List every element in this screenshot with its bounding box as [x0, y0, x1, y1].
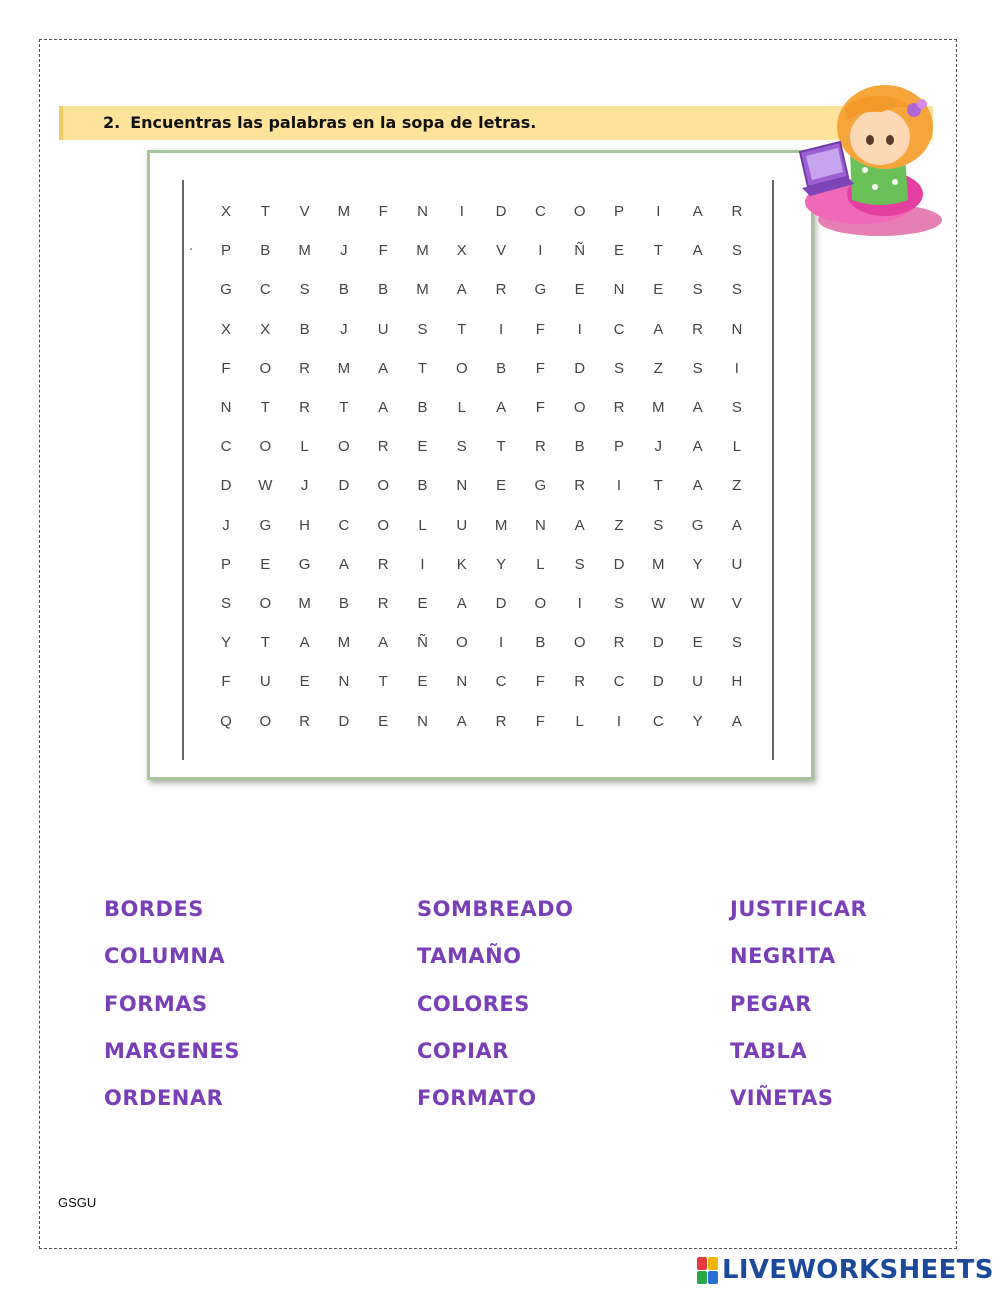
grid-letter[interactable]: A: [456, 281, 467, 299]
word-to-find: VIÑETAS: [730, 1086, 834, 1111]
grid-letter[interactable]: K: [456, 555, 467, 573]
grid-letter[interactable]: S: [456, 438, 467, 456]
grid-letter[interactable]: B: [496, 359, 507, 377]
grid-letter[interactable]: I: [577, 320, 582, 338]
grid-letter[interactable]: E: [299, 673, 310, 691]
grid-letter[interactable]: R: [613, 634, 625, 652]
grid-letter[interactable]: M: [652, 555, 665, 573]
grid-letter[interactable]: D: [574, 359, 586, 377]
grid-letter[interactable]: E: [574, 281, 585, 299]
grid-letter[interactable]: M: [416, 242, 429, 260]
grid-letter[interactable]: J: [654, 438, 663, 456]
grid-letter[interactable]: I: [499, 320, 504, 338]
grid-letter[interactable]: A: [299, 634, 310, 652]
grid-letter[interactable]: A: [692, 203, 703, 220]
liveworksheets-brand[interactable]: [697, 1255, 994, 1285]
grid-letter[interactable]: R: [574, 673, 586, 691]
grid-letter[interactable]: L: [536, 555, 545, 573]
grid-letter[interactable]: R: [495, 281, 507, 299]
stray-dot: [190, 248, 192, 250]
grid-letter[interactable]: G: [220, 281, 232, 299]
grid-letter[interactable]: E: [613, 242, 624, 260]
grid-letter[interactable]: S: [731, 242, 742, 260]
grid-letter[interactable]: S: [692, 281, 703, 299]
grid-letter[interactable]: T: [260, 634, 270, 652]
grid-letter[interactable]: R: [495, 712, 507, 730]
grid-letter[interactable]: N: [534, 516, 546, 534]
grid-letter[interactable]: C: [613, 320, 625, 338]
grid-letter[interactable]: Z: [732, 477, 742, 495]
word-to-find: JUSTIFICAR: [730, 897, 868, 921]
grid-letter[interactable]: V: [496, 242, 507, 260]
grid-letter[interactable]: A: [731, 712, 742, 730]
grid-letter[interactable]: T: [378, 673, 388, 691]
grid-letter[interactable]: F: [535, 399, 545, 416]
grid-letter[interactable]: A: [653, 320, 664, 338]
grid-letter[interactable]: I: [734, 359, 739, 377]
grid-letter[interactable]: T: [653, 477, 663, 495]
grid-letter[interactable]: L: [300, 438, 309, 456]
grid-letter[interactable]: U: [731, 555, 743, 573]
grid-letter[interactable]: O: [573, 203, 586, 220]
word-to-find: TAMAÑO: [417, 944, 522, 969]
grid-letter[interactable]: O: [573, 634, 586, 652]
grid-letter[interactable]: N: [456, 477, 468, 495]
grid-letter[interactable]: I: [499, 634, 504, 652]
grid-letter[interactable]: B: [417, 477, 428, 495]
grid-letter[interactable]: R: [731, 203, 743, 220]
grid-letter[interactable]: I: [538, 242, 543, 260]
grid-letter[interactable]: R: [692, 320, 704, 338]
grid-letter[interactable]: M: [298, 242, 311, 260]
grid-letter[interactable]: M: [337, 203, 351, 220]
grid-letter[interactable]: N: [338, 673, 350, 691]
grid-letter[interactable]: O: [338, 438, 350, 456]
grid-letter[interactable]: R: [574, 477, 586, 495]
grid-letter[interactable]: Y: [220, 634, 231, 652]
grid-letter[interactable]: S: [417, 320, 428, 338]
grid-letter[interactable]: L: [457, 399, 466, 416]
grid-letter[interactable]: N: [417, 203, 428, 220]
word-to-find: ORDENAR: [104, 1086, 224, 1111]
grid-letter[interactable]: Y: [496, 555, 507, 573]
grid-letter[interactable]: O: [377, 516, 390, 534]
grid-letter[interactable]: E: [417, 673, 428, 691]
grid-letter[interactable]: U: [259, 673, 271, 691]
grid-letter[interactable]: M: [652, 399, 665, 416]
grid-letter[interactable]: A: [338, 555, 349, 573]
grid-letter[interactable]: A: [456, 712, 467, 730]
grid-letter[interactable]: E: [260, 555, 271, 573]
grid-letter[interactable]: C: [495, 673, 507, 691]
grid-letter[interactable]: N: [417, 712, 428, 730]
grid-letter[interactable]: L: [732, 438, 742, 456]
grid-letter[interactable]: M: [416, 281, 429, 299]
grid-letter[interactable]: O: [259, 438, 272, 456]
grid-letter[interactable]: B: [338, 281, 349, 299]
word-to-find: NEGRITA: [730, 944, 836, 969]
grid-letter[interactable]: B: [338, 595, 349, 612]
instruction-label: Encuentras las palabras en la sopa de letras.: [130, 113, 537, 132]
grid-letter[interactable]: I: [616, 477, 622, 495]
grid-letter[interactable]: T: [260, 399, 270, 416]
grid-letter[interactable]: C: [652, 712, 664, 730]
grid-letter[interactable]: G: [259, 516, 272, 534]
grid-letter[interactable]: L: [575, 712, 584, 730]
grid-letter[interactable]: A: [456, 595, 467, 612]
word-to-find: TABLA: [730, 1038, 808, 1063]
grid-letter[interactable]: W: [690, 595, 705, 612]
grid-letter[interactable]: V: [299, 203, 310, 220]
grid-letter[interactable]: O: [259, 712, 272, 730]
grid-letter[interactable]: Z: [614, 516, 624, 534]
word-to-find: BORDES: [104, 897, 204, 921]
grid-letter[interactable]: A: [574, 516, 585, 534]
grid-letter[interactable]: T: [260, 203, 270, 220]
grid-letter[interactable]: E: [417, 438, 428, 456]
grid-letter[interactable]: X: [260, 320, 271, 338]
grid-letter[interactable]: F: [535, 712, 545, 730]
grid-letter[interactable]: I: [616, 712, 622, 730]
word-to-find: MARGENES: [104, 1038, 240, 1063]
grid-letter[interactable]: A: [378, 359, 389, 377]
grid-letter[interactable]: D: [338, 712, 350, 730]
grid-letter[interactable]: N: [613, 281, 625, 299]
grid-letter[interactable]: C: [259, 281, 271, 299]
grid-letter[interactable]: P: [220, 242, 231, 260]
grid-letter[interactable]: B: [299, 320, 310, 338]
grid-letter[interactable]: B: [260, 242, 271, 260]
grid-letter[interactable]: R: [377, 595, 389, 612]
word-to-find: COLUMNA: [104, 944, 226, 969]
grid-letter[interactable]: F: [378, 203, 388, 220]
grid-letter[interactable]: N: [220, 399, 232, 416]
grid-letter[interactable]: X: [220, 320, 231, 338]
word-to-find: FORMAS: [104, 991, 208, 1016]
grid-letter[interactable]: M: [494, 516, 508, 534]
grid-letter[interactable]: R: [299, 712, 311, 730]
grid-letter[interactable]: Ñ: [574, 242, 586, 260]
grid-letter[interactable]: F: [221, 673, 231, 691]
grid-letter[interactable]: A: [692, 438, 703, 456]
grid-letter[interactable]: S: [613, 595, 624, 612]
grid-letter[interactable]: Y: [692, 712, 703, 730]
grid-letter[interactable]: C: [220, 438, 232, 456]
grid-letter[interactable]: U: [456, 516, 468, 534]
grid-letter[interactable]: O: [455, 634, 468, 652]
grid-letter[interactable]: S: [692, 359, 703, 377]
grid-letter[interactable]: S: [731, 634, 742, 652]
grid-letter[interactable]: J: [222, 516, 230, 534]
grid-letter[interactable]: J: [340, 320, 348, 338]
grid-letter[interactable]: I: [656, 203, 661, 220]
grid-letter[interactable]: H: [731, 673, 743, 691]
grid-letter[interactable]: L: [418, 516, 427, 534]
grid-letter[interactable]: Y: [692, 555, 703, 573]
grid-letter[interactable]: R: [299, 359, 311, 377]
grid-letter[interactable]: S: [220, 595, 231, 612]
grid-letter[interactable]: O: [259, 595, 272, 612]
grid-letter[interactable]: W: [651, 595, 666, 612]
grid-letter[interactable]: F: [221, 359, 231, 377]
grid-letter[interactable]: O: [534, 595, 547, 612]
grid-letter[interactable]: T: [653, 242, 663, 260]
grid-letter[interactable]: A: [496, 399, 507, 416]
liveworksheets-logo-icon: [697, 1257, 718, 1284]
grid-letter[interactable]: A: [378, 634, 389, 652]
grid-letter[interactable]: M: [337, 634, 351, 652]
grid-letter[interactable]: N: [456, 673, 468, 691]
grid-letter[interactable]: O: [377, 477, 390, 495]
grid-letter[interactable]: B: [378, 281, 389, 299]
grid-letter[interactable]: E: [417, 595, 428, 612]
grid-letter[interactable]: N: [731, 320, 743, 338]
word-to-find: PEGAR: [730, 991, 812, 1016]
instruction-text: [103, 113, 536, 132]
grid-letter[interactable]: C: [613, 673, 625, 691]
grid-letter[interactable]: W: [258, 477, 273, 495]
instruction-number: 2.: [103, 113, 121, 132]
grid-letter[interactable]: D: [652, 673, 664, 691]
grid-letter[interactable]: U: [377, 320, 389, 338]
grid-letter[interactable]: D: [220, 477, 232, 495]
grid-letter[interactable]: S: [731, 399, 742, 416]
grid-letter[interactable]: I: [577, 595, 582, 612]
grid-letter[interactable]: U: [692, 673, 704, 691]
grid-letter[interactable]: S: [613, 359, 624, 377]
grid-letter[interactable]: F: [535, 673, 545, 691]
grid-letter[interactable]: D: [495, 203, 507, 220]
grid-letter[interactable]: M: [298, 595, 311, 612]
grid-letter[interactable]: T: [457, 320, 467, 338]
grid-letter[interactable]: S: [653, 516, 664, 534]
grid-letter[interactable]: P: [613, 438, 624, 456]
brand-name: LIVEWORKSHEETS: [722, 1255, 994, 1285]
grid-letter[interactable]: J: [300, 477, 309, 495]
grid-letter[interactable]: Ñ: [417, 634, 428, 652]
grid-letter[interactable]: A: [731, 516, 742, 534]
grid-letter[interactable]: F: [535, 359, 545, 377]
word-search-puzzle: [147, 150, 814, 780]
grid-letter[interactable]: G: [534, 477, 547, 495]
grid-letter[interactable]: J: [340, 242, 348, 260]
grid-letter[interactable]: G: [298, 555, 311, 573]
grid-letter[interactable]: E: [653, 281, 664, 299]
grid-letter[interactable]: T: [496, 438, 506, 456]
grid-letter[interactable]: F: [378, 242, 388, 260]
grid-letter[interactable]: D: [613, 555, 625, 573]
grid-letter[interactable]: O: [455, 359, 468, 377]
word-to-find: COLORES: [417, 991, 530, 1016]
grid-letter[interactable]: I: [459, 203, 464, 220]
footer-code: GSGU: [58, 1195, 97, 1210]
grid-letter[interactable]: P: [220, 555, 231, 573]
grid-letter[interactable]: E: [378, 712, 389, 730]
grid-letter[interactable]: C: [338, 516, 350, 534]
word-to-find: FORMATO: [417, 1086, 537, 1111]
grid-letter[interactable]: G: [691, 516, 704, 534]
grid-letter[interactable]: A: [692, 242, 703, 260]
grid-letter[interactable]: O: [573, 399, 586, 416]
grid-letter[interactable]: H: [299, 516, 311, 534]
grid-letter[interactable]: T: [417, 359, 428, 377]
grid-letter[interactable]: R: [534, 438, 546, 456]
grid-letter[interactable]: A: [692, 399, 703, 416]
word-to-find: COPIAR: [417, 1038, 509, 1063]
grid-letter[interactable]: V: [731, 595, 742, 612]
grid-letter[interactable]: Q: [220, 712, 232, 730]
grid-letter[interactable]: B: [535, 634, 546, 652]
grid-letter[interactable]: A: [378, 399, 389, 416]
girl-with-laptop-illustration: [790, 82, 945, 247]
grid-letter[interactable]: R: [613, 399, 625, 416]
grid-letter[interactable]: S: [731, 281, 742, 299]
grid-letter[interactable]: E: [496, 477, 507, 495]
grid-letter[interactable]: S: [574, 555, 585, 573]
grid-letter[interactable]: D: [652, 634, 664, 652]
grid-letter[interactable]: X: [220, 203, 231, 220]
grid-letter[interactable]: R: [299, 399, 311, 416]
grid-letter[interactable]: G: [534, 281, 547, 299]
grid-letter[interactable]: F: [535, 320, 545, 338]
grid-letter[interactable]: B: [417, 399, 428, 416]
grid-letter[interactable]: B: [574, 438, 585, 456]
grid-letter[interactable]: X: [456, 242, 467, 260]
grid-letter[interactable]: A: [692, 477, 703, 495]
grid-letter[interactable]: R: [377, 438, 389, 456]
grid-letter[interactable]: D: [495, 595, 507, 612]
grid-letter[interactable]: S: [299, 281, 310, 299]
grid-letter[interactable]: D: [338, 477, 350, 495]
grid-letter[interactable]: Z: [653, 359, 663, 377]
grid-letter[interactable]: R: [377, 555, 389, 573]
grid-right-rule: [772, 180, 774, 760]
grid-letter[interactable]: O: [259, 359, 272, 377]
grid-letter[interactable]: M: [337, 359, 351, 377]
grid-letter[interactable]: P: [613, 203, 624, 220]
word-to-find: SOMBREADO: [417, 897, 574, 921]
grid-letter[interactable]: E: [692, 634, 703, 652]
grid-letter[interactable]: T: [339, 399, 349, 416]
grid-left-rule: [182, 180, 184, 760]
grid-letter[interactable]: C: [534, 203, 546, 220]
grid-letter[interactable]: I: [420, 555, 425, 573]
